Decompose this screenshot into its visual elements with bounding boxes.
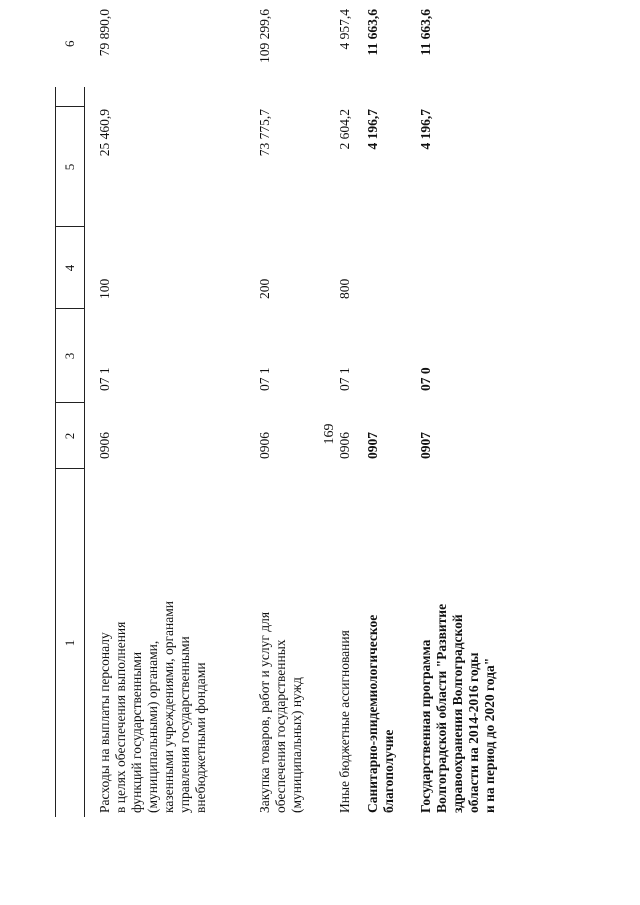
- row-target: 07 1: [337, 367, 352, 391]
- row-name: Иные бюджетные ассигнования: [337, 630, 352, 813]
- row-section: 0907: [418, 432, 433, 459]
- row-name: Санитарно-эпидемиологическое благополучие: [365, 614, 396, 813]
- row-value-6: 109 299,6: [257, 9, 272, 63]
- row-section: 0906: [97, 432, 112, 459]
- row-type: 200: [257, 278, 272, 299]
- page-number: 169: [322, 423, 337, 445]
- row-name: Расходы на выплаты персоналу в целях обеспечения выполнения функций государственными (муниципальными) органами, казенными учреждениями, органами управления государственными внебюджетными фондами: [97, 601, 208, 813]
- row-value-5: 4 196,7: [418, 109, 433, 150]
- row-value-5: 2 604,2: [337, 109, 352, 150]
- row-name: Закупка товаров, работ и услуг для обеспечения государственных (муниципальных) нужд: [257, 611, 304, 813]
- row-target: 07 1: [257, 367, 272, 391]
- header-col-4: 4: [62, 264, 77, 272]
- row-target: 07 0: [418, 367, 433, 391]
- row-value-6: 79 890,0: [97, 9, 112, 57]
- header-col-5: 5: [62, 163, 77, 171]
- row-value-6: 11 663,6: [418, 9, 433, 56]
- row-name: Государственная программа Волгоградской области "Развитие здравоохранения Волгоградской области на 2014-2016 годы и на период до 2020 года": [418, 603, 497, 813]
- header-col-1: 1: [62, 639, 77, 647]
- row-section: 0906: [257, 432, 272, 459]
- row-target: 07 1: [97, 367, 112, 391]
- row-section: 0906: [337, 432, 352, 459]
- row-value-5: 73 775,7: [257, 109, 272, 157]
- header-col-3: 3: [62, 352, 77, 360]
- header-bottom-border: [84, 87, 85, 817]
- header-col-6: 6: [62, 40, 77, 47]
- row-value-5: 4 196,7: [365, 109, 380, 150]
- row-type: 800: [337, 278, 352, 299]
- row-value-6: 4 957,4: [337, 9, 352, 50]
- row-value-5: 25 460,9: [97, 109, 112, 157]
- row-type: 100: [97, 278, 112, 299]
- header-col-2: 2: [62, 432, 77, 440]
- row-value-6: 11 663,6: [365, 9, 380, 56]
- row-section: 0907: [365, 432, 380, 459]
